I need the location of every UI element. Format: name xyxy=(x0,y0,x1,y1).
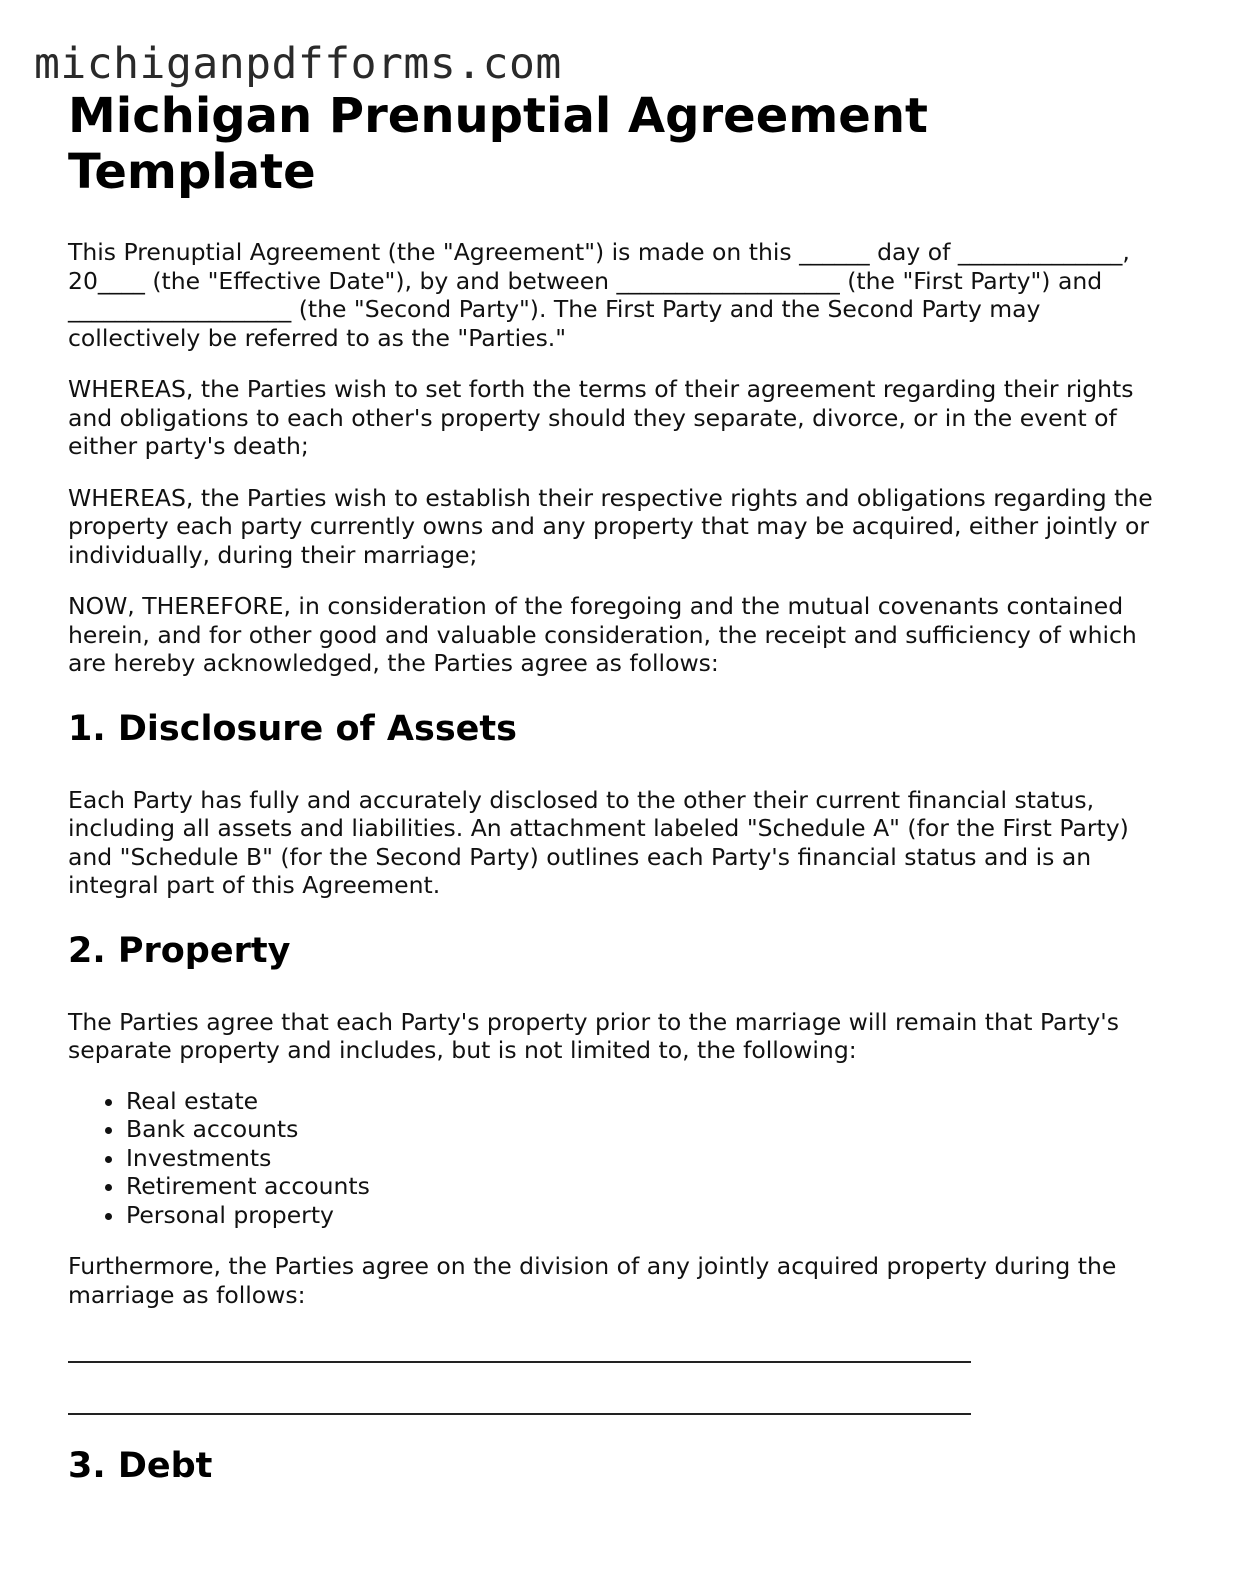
property-list xyxy=(68,1087,1168,1230)
section-heading-disclosure: 1. Disclosure of Assets xyxy=(68,708,517,749)
section-body-disclosure: Each Party has fully and accurately disclosed to the other their current financial status, including all assets and liabilities. An attachment labeled "Schedule A" (for the First Party) and "Schedule B" (for the Second Party) outlines each Party's financial status and is an integral part of this Agreement. xyxy=(68,785,1129,899)
section-after-property: Furthermore, the Parties agree on the division of any jointly acquired property during the marriage as follows: xyxy=(68,1252,1117,1309)
whereas-paragraph-1: WHEREAS, the Parties wish to set forth the terms of their agreement regarding their rights and obligations to each other's property should they separate, divorce, or in the event of either party's death; xyxy=(68,375,1134,460)
fill-in-line-2[interactable] xyxy=(68,1413,971,1415)
section-body-property: The Parties agree that each Party's property prior to the marriage will remain that Party's separate property and includes, but is not limited to, the following: xyxy=(68,1007,1119,1064)
now-therefore-paragraph: NOW, THEREFORE, in consideration of the foregoing and the mutual covenants contained herein, and for other good and valuable consideration, the receipt and sufficiency of which are hereby acknowledged, the Parties agree as follows: xyxy=(68,592,1137,677)
site-watermark: michiganpdfforms.com xyxy=(34,39,562,89)
page-title: Michigan Prenuptial Agreement Template xyxy=(68,88,928,200)
section-heading-debt: 3. Debt xyxy=(68,1446,213,1486)
list-item: • Personal property xyxy=(126,1201,1168,1230)
list-item: • Investments xyxy=(126,1144,1168,1173)
intro-paragraph: This Prenuptial Agreement (the "Agreement") is made on this ______ day of ______________, 20____ (the "Effective Date"), by and between ___________________ (the "First Party") and ___________________ (the "Second Party"). The First Party and the Second Party may collectively be referred to as the "Parties." xyxy=(68,238,1130,352)
section-heading-property: 2. Property xyxy=(68,930,291,971)
list-item: • Bank accounts xyxy=(126,1115,1168,1144)
fill-in-line-1[interactable] xyxy=(68,1361,971,1363)
list-item: • Real estate xyxy=(126,1087,1168,1116)
list-item: • Retirement accounts xyxy=(126,1172,1168,1201)
document-body xyxy=(68,88,1168,1487)
whereas-paragraph-2: WHEREAS, the Parties wish to establish their respective rights and obligations regarding the property each party currently owns and any property that may be acquired, either jointly or individually, during their marriage; xyxy=(68,483,1153,569)
